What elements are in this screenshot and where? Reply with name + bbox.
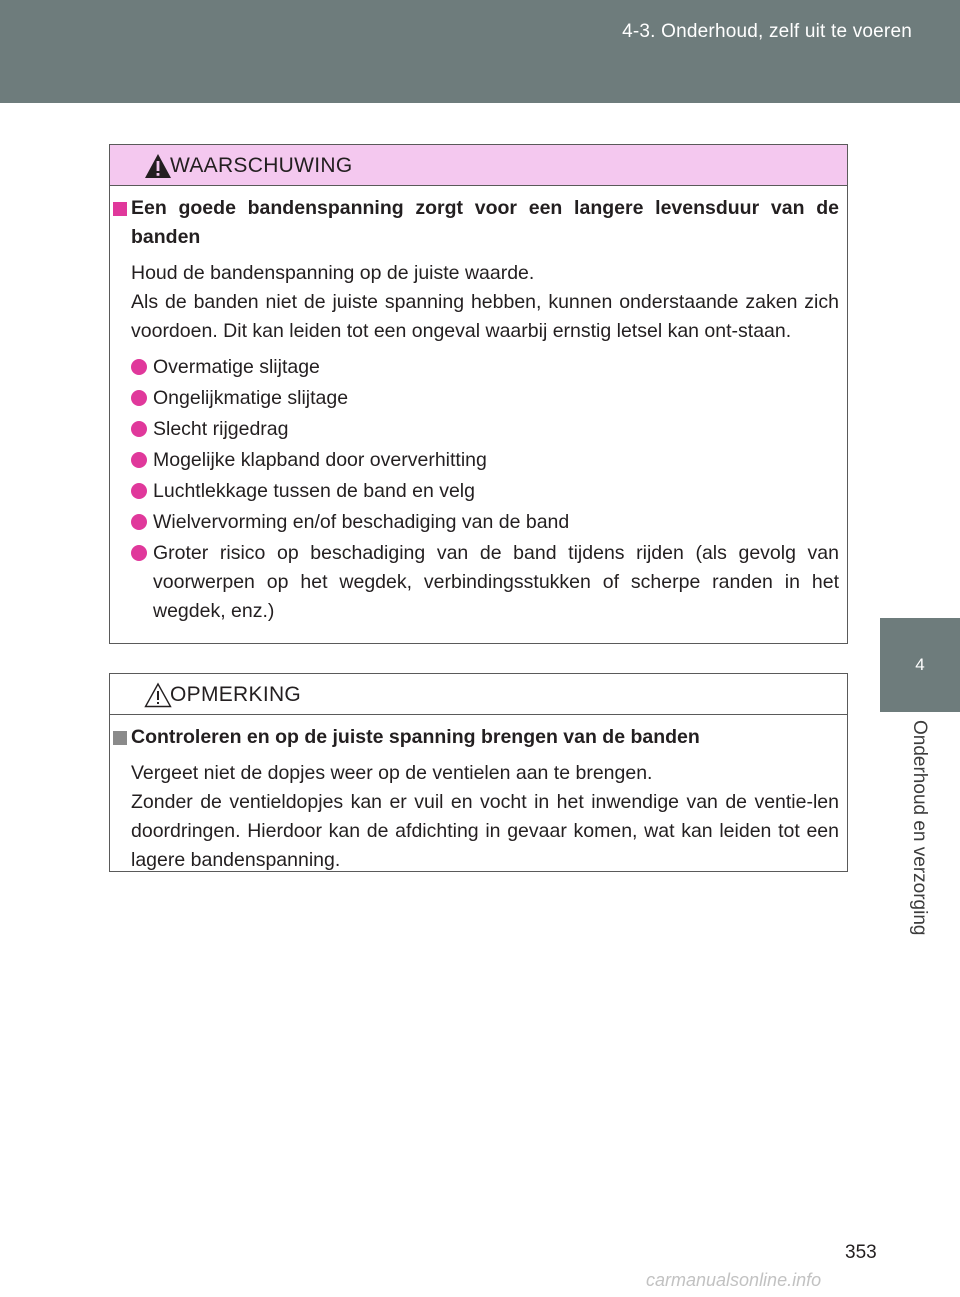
top-header-bar <box>0 0 960 103</box>
warning-bullet-list <box>122 353 839 626</box>
chapter-tab-label <box>880 712 960 1072</box>
caution-outline-triangle-icon <box>144 682 172 708</box>
warning-box-body <box>110 186 847 626</box>
note-title: OPMERKING <box>170 683 302 706</box>
round-bullet-icon <box>131 421 147 437</box>
square-bullet-icon <box>113 731 127 745</box>
square-bullet-icon <box>113 202 127 216</box>
warning-box-header <box>110 145 847 186</box>
list-item-text: Groter risico op beschadiging van de band tijdens rijden (als gevolg van voorwerpen op het wegdek, verbindingsstukken of scherpe randen in het wegdek, enz.) <box>153 542 839 622</box>
list-item-text: Wielvervorming en/of beschadiging van de band <box>153 511 570 533</box>
list-item-text: Slecht rijgedrag <box>153 418 289 440</box>
warning-heading <box>122 194 839 252</box>
note-box <box>109 673 848 872</box>
warning-paragraph-1: Houd de bandenspanning op de juiste waarde. <box>131 262 535 284</box>
list-item-text: Ongelijkmatige slijtage <box>153 387 349 409</box>
watermark: carmanualsonline.info <box>646 1270 822 1290</box>
chapter-tab-label-text: Onderhoud en verzorging <box>909 720 930 936</box>
round-bullet-icon <box>131 483 147 499</box>
warning-paragraph-2: Als de banden niet de juiste spanning hebben, kunnen onderstaande zaken zich voordoen. Dit kan leiden tot een ongeval waarbij ernstig letsel kan ont-staan. <box>131 291 839 342</box>
note-box-body <box>110 715 847 875</box>
round-bullet-icon <box>131 452 147 468</box>
warning-title: WAARSCHUWING <box>170 154 353 177</box>
round-bullet-icon <box>131 545 147 561</box>
list-item <box>122 477 839 506</box>
note-box-header <box>110 674 847 715</box>
list-item <box>122 353 839 382</box>
list-item <box>122 415 839 444</box>
page-number: 353 <box>845 1242 877 1263</box>
warning-filled-triangle-icon <box>144 153 172 179</box>
round-bullet-icon <box>131 514 147 530</box>
list-item <box>122 384 839 413</box>
list-item-text: Overmatige slijtage <box>153 356 320 378</box>
note-paragraph-2: Zonder de ventieldopjes kan er vuil en vocht in het inwendige van de ventie-len doordringen. Hierdoor kan de afdichting in gevaar komen, wat kan leiden tot een lagere bandenspanning. <box>131 791 839 871</box>
list-item-text: Mogelijke klapband door oververhitting <box>153 449 487 471</box>
note-heading <box>122 723 839 752</box>
warning-box <box>109 144 848 644</box>
round-bullet-icon <box>131 390 147 406</box>
round-bullet-icon <box>131 359 147 375</box>
chapter-tab-number: 4 <box>880 618 960 712</box>
list-item <box>122 508 839 537</box>
list-item <box>122 539 839 626</box>
list-item-text: Luchtlekkage tussen de band en velg <box>153 480 475 502</box>
warning-heading-text: Een goede bandenspanning zorgt voor een langere levensduur van de banden <box>131 197 839 248</box>
list-item <box>122 446 839 475</box>
note-paragraph-1: Vergeet niet de dopjes weer op de ventielen aan te brengen. <box>131 762 653 784</box>
note-heading-text: Controleren en op de juiste spanning brengen van de banden <box>131 726 700 748</box>
section-title: 4-3. Onderhoud, zelf uit te voeren <box>622 21 912 42</box>
